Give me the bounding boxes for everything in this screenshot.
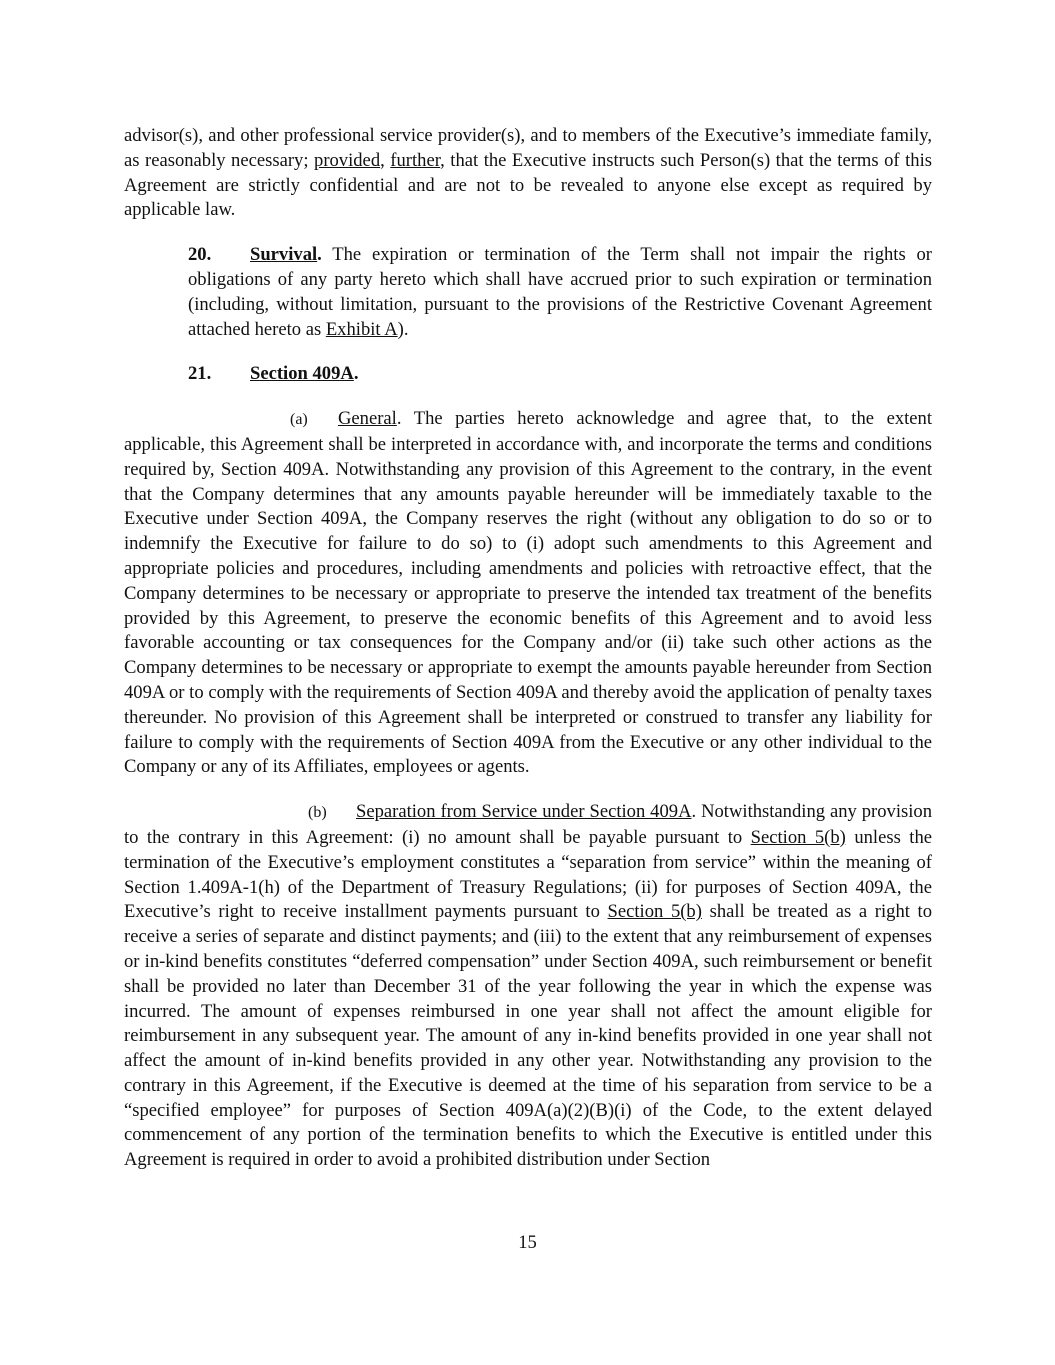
provided-term: provided xyxy=(314,149,381,171)
section-reference: Section 5(b) xyxy=(750,826,846,848)
subsection-a-general: (a) General. The parties hereto acknowledge and agree that, to the extent applicable, this Agreement shall be interpreted in accordance with, and incorporate the terms and conditions required by, Section 409A. Notwithstanding any provision of this Agreement to the contrary, in the event that the Company determines that any amounts payable hereunder will be immediately taxable to the Executive under Section 409A, the Company reserves the right (without any obligation to do so or to indemnify the Executive for failure to do so) to (i) adopt such amendments to this Agreement and appropriate policies and procedures, including amendments and policies with retroactive effect, that the Company determines to be necessary or appropriate to preserve the intended tax treatment of the benefits provided by this Agreement, to preserve the economic benefits of this Agreement and to avoid less favorable accounting or tax consequences for the Company and/or (ii) take such other actions as the Company determines to be necessary or appropriate to exempt the amounts payable hereunder from Section 409A or to comply with the requirements of Section 409A and thereby avoid the application of penalty taxes thereunder. No provision of this Agreement shall be interpreted or construed to transfer any liability for failure to comply with the requirements of Section 409A from the Executive or any other individual to the Company or any of its Affiliates, employees or agents. xyxy=(124,408,932,778)
subsection-label: (b) xyxy=(308,804,327,822)
subsection-b-separation: (b) Separation from Service under Section 409A. Notwithstanding any provision to the contrary in this Agreement: (i) no amount shall be payable pursuant to Section 5(b) unless the termination of the Executive’s employment constitutes a “separation from service” within the meaning of Section 1.409A-1(h) of the Department of Treasury Regulations; (ii) for purposes of Section 409A, the Executive’s right to receive installment payments pursuant to Section 5(b) shall be treated as a right to receive a series of separate and distinct payments; and (iii) to the extent that any reimbursement of expenses or in-kind benefits constitutes “deferred compensation” under Section 409A, such reimbursement or benefit shall be provided no later than December 31 of the year following the year in which the expense was incurred. The amount of expenses reimbursed in one year shall not affect the amount eligible for reimbursement in any subsequent year. The amount of any in-kind benefits provided in one year shall not affect the amount of in-kind benefits provided in any other year. Notwithstanding any provision to the contrary in this Agreement, if the Executive is deemed at the time of his separation from service to be a “specified employee” for purposes of Section 409A(a)(2)(B)(i) of the Code, to the extent delayed commencement of any portion of the termination benefits to which the Executive is entitled under this Agreement is required in order to avoid a prohibited distribution under Section xyxy=(124,801,933,1171)
section-heading: Section 409A xyxy=(250,363,354,385)
section-number: 21. xyxy=(188,363,212,385)
exhibit-reference: Exhibit A xyxy=(325,318,398,340)
further-term: further xyxy=(390,149,441,171)
section-heading: Survival xyxy=(250,244,318,266)
section-20-survival: 20. Survival. The expiration or termination of the Term shall not impair the rights or obligations of any party hereto which shall have accrued prior to such expiration or termination (including, without limitation, pursuant to the provisions of the Restrictive Covenant Agreement attached hereto as Exhibit A). xyxy=(188,244,932,340)
section-21-heading: 21. Section 409A. xyxy=(124,362,932,387)
paragraph-continued: advisor(s), and other professional service provider(s), and to members of the Executive’s immediate family, as reasonably necessary; provided, further, that the Executive instructs such Person(s) that the terms of this Agreement are strictly confidential and are not to be revealed to anyone else except as required by applicable law. xyxy=(124,125,932,221)
document-page xyxy=(124,124,932,1173)
section-reference: Section 5(b) xyxy=(607,901,702,923)
section-number: 20. xyxy=(188,244,212,266)
page-number: 15 xyxy=(518,1232,537,1253)
subsection-label: (a) xyxy=(290,411,308,429)
subsection-heading: General xyxy=(338,408,397,430)
subsection-heading: Separation from Service under Section 409A xyxy=(356,801,692,823)
